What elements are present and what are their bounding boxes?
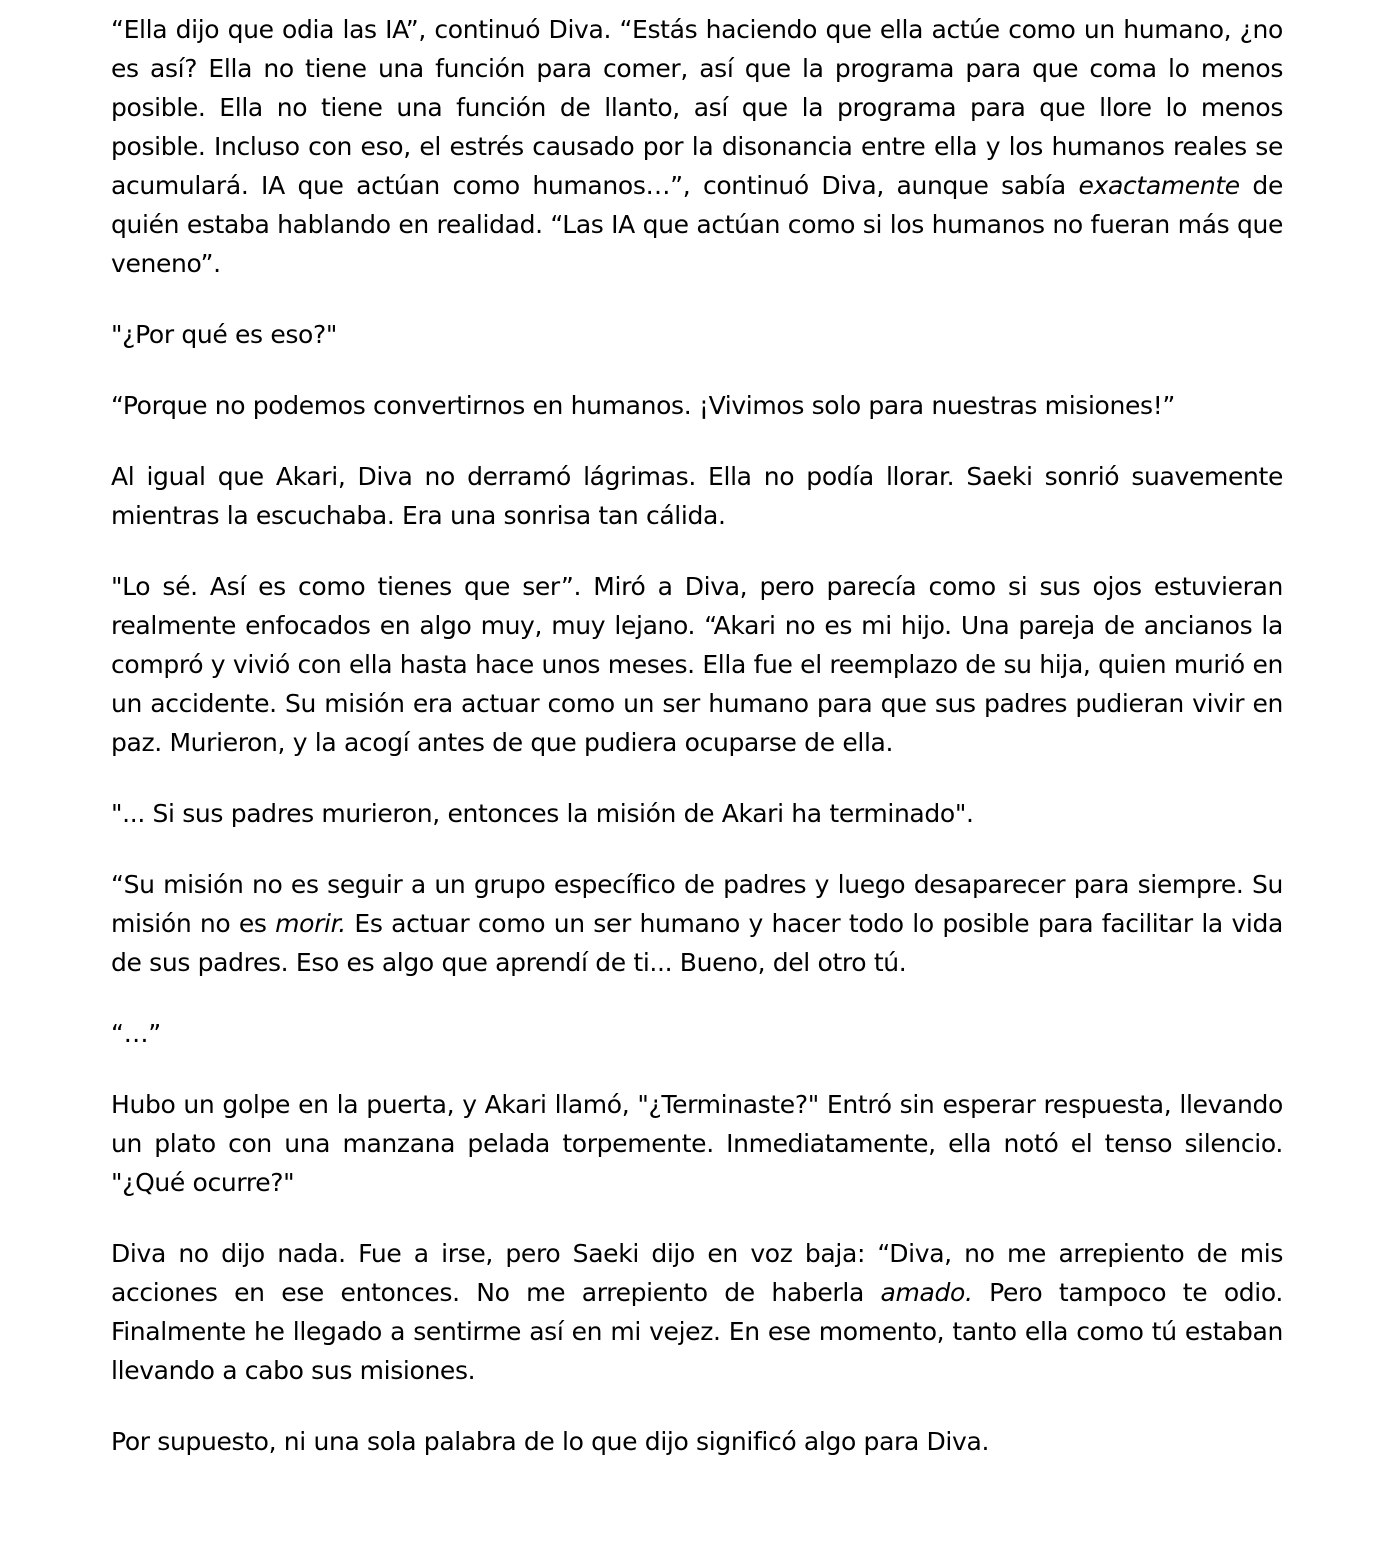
paragraph-text: “Porque no podemos convertirnos en humanos. ¡Vivimos solo para nuestras misiones!”	[111, 391, 1175, 420]
document-page	[111, 10, 1283, 1493]
paragraph-emphasis: exactamente	[1078, 171, 1240, 200]
paragraph-text: Pero tampoco te odio. Finalmente he llegado a sentirme así en mi vejez. En ese momento, tanto ella como tú estaban llevando a cabo sus misiones.	[111, 1278, 1283, 1385]
paragraph-text: “Ella dijo que odia las IA”, continuó Diva. “Estás haciendo que ella actúe como un humano, ¿no es así? Ella no tiene una función para comer, así que la programa para que coma lo menos posible. Ella no tiene una función de llanto, así que la programa para que llore lo menos posible. Incluso con eso, el estrés causado por la disonancia entre ella y los humanos reales se acumulará. IA que actúan como humanos…”, continuó Diva, aunque sabía	[111, 15, 1283, 200]
paragraph-text: “…”	[111, 1019, 161, 1048]
paragraph	[111, 386, 1283, 425]
paragraph	[111, 10, 1283, 283]
paragraph	[111, 794, 1283, 833]
paragraph-emphasis: morir.	[275, 909, 346, 938]
paragraph	[111, 567, 1283, 762]
paragraph	[111, 315, 1283, 354]
paragraph-text: Al igual que Akari, Diva no derramó lágrimas. Ella no podía llorar. Saeki sonrió suavemente mientras la escuchaba. Era una sonrisa tan cálida.	[111, 462, 1283, 530]
paragraph-text: de quién estaba hablando en realidad. “Las IA que actúan como si los humanos no fueran más que veneno”.	[111, 171, 1283, 278]
paragraph	[111, 1422, 1283, 1461]
paragraph-text: "¿Por qué es eso?"	[111, 320, 338, 349]
paragraph	[111, 865, 1283, 982]
paragraph-emphasis: amado.	[880, 1278, 973, 1307]
paragraph-text: Por supuesto, ni una sola palabra de lo que dijo significó algo para Diva.	[111, 1427, 990, 1456]
paragraph	[111, 457, 1283, 535]
paragraph	[111, 1234, 1283, 1390]
paragraph	[111, 1085, 1283, 1202]
paragraph	[111, 1014, 1283, 1053]
paragraph-text: Diva no dijo nada. Fue a irse, pero Saeki dijo en voz baja: “Diva, no me arrepiento de mis acciones en ese entonces. No me arrepiento de haberla	[111, 1239, 1283, 1307]
paragraph-text: "Lo sé. Así es como tienes que ser”. Miró a Diva, pero parecía como si sus ojos estuvieran realmente enfocados en algo muy, muy lejano. “Akari no es mi hijo. Una pareja de ancianos la compró y vivió con ella hasta hace unos meses. Ella fue el reemplazo de su hija, quien murió en un accidente. Su misión era actuar como un ser humano para que sus padres pudieran vivir en paz. Murieron, y la acogí antes de que pudiera ocuparse de ella.	[111, 572, 1283, 757]
paragraph-text: "... Si sus padres murieron, entonces la misión de Akari ha terminado".	[111, 799, 974, 828]
paragraph-text: “Su misión no es seguir a un grupo específico de padres y luego desaparecer para siempre. Su misión no es	[111, 870, 1283, 938]
paragraph-text: Es actuar como un ser humano y hacer todo lo posible para facilitar la vida de sus padres. Eso es algo que aprendí de ti... Bueno, del otro tú.	[111, 909, 1283, 977]
paragraph-text: Hubo un golpe en la puerta, y Akari llamó, "¿Terminaste?" Entró sin esperar respuesta, llevando un plato con una manzana pelada torpemente. Inmediatamente, ella notó el tenso silencio. "¿Qué ocurre?"	[111, 1090, 1283, 1197]
